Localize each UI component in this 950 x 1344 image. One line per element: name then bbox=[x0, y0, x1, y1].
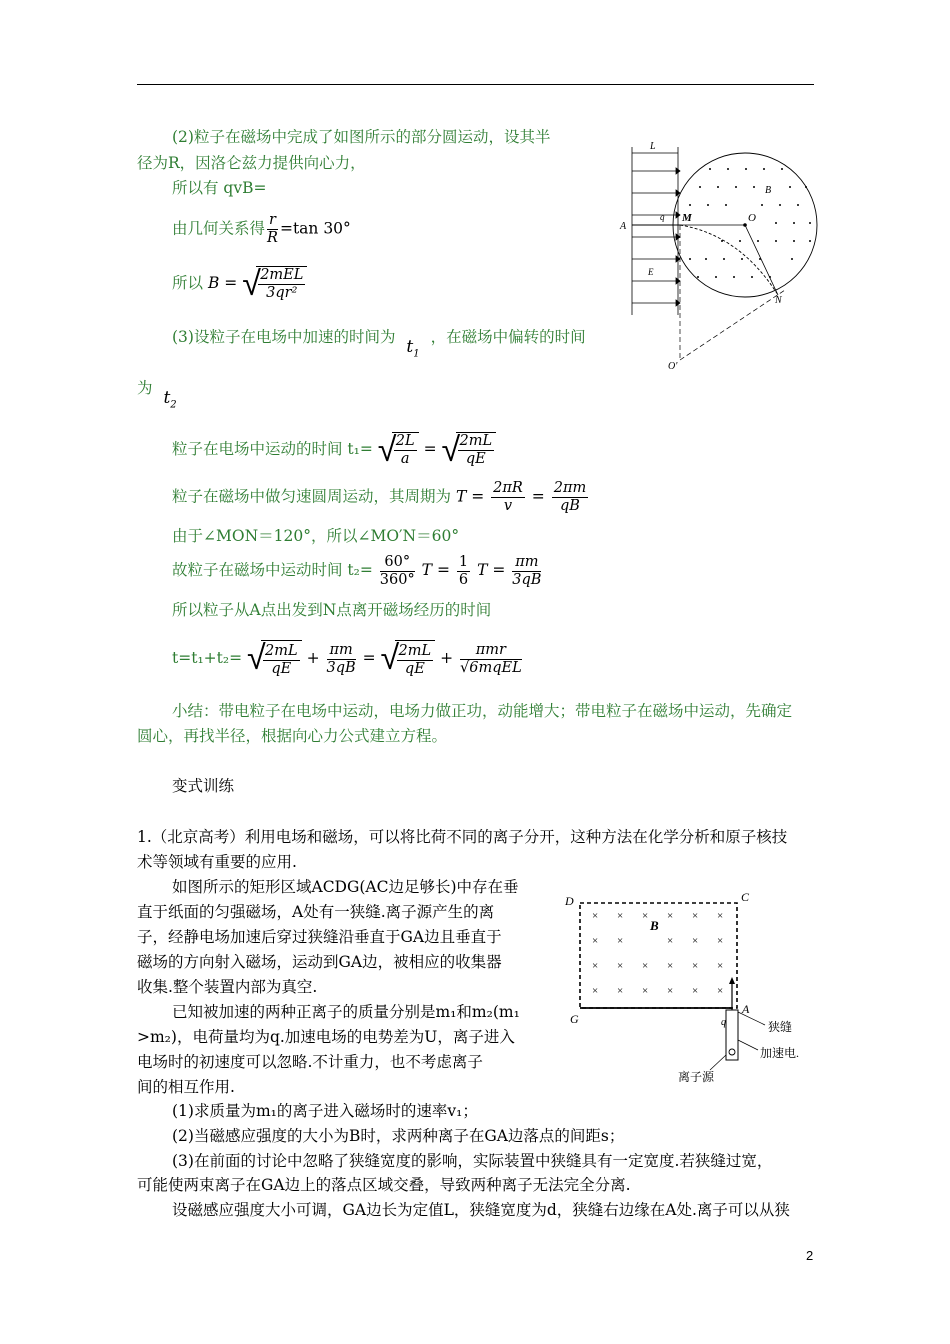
q1-sub2: (2)当磁感应强度的大小为B时，求两种离子在GA边落点的间距s； bbox=[172, 1127, 625, 1145]
svg-text:×: × bbox=[617, 985, 624, 997]
svg-text:×: × bbox=[667, 985, 674, 997]
svg-text:×: × bbox=[642, 910, 649, 922]
figure-rect-field bbox=[560, 885, 820, 1085]
svg-text:×: × bbox=[617, 960, 624, 972]
p2-line3: 所以有 qvB= bbox=[172, 179, 267, 197]
fig1-label-N: N bbox=[775, 295, 782, 306]
svg-text:×: × bbox=[592, 910, 599, 922]
fig2-label-G: G bbox=[570, 1012, 579, 1026]
figure-field-circle bbox=[610, 135, 830, 375]
q1-para1-1: 直于纸面的匀强磁场，A处有一狭缝.离子源产生的离 bbox=[137, 903, 495, 921]
svg-text:×: × bbox=[717, 935, 724, 947]
geo-prefix: 由几何关系得 bbox=[172, 219, 266, 238]
total-text: 所以粒子从A点出发到N点离开磁场经历的时间 bbox=[172, 601, 492, 619]
svg-text:×: × bbox=[717, 910, 724, 922]
so-prefix: 所以 bbox=[172, 274, 204, 292]
summary-line1: 小结：带电粒子在电场中运动，电场力做正功，动能增大；带电粒子在磁场中运动，先确定 bbox=[172, 702, 793, 720]
fig1-label-q: q bbox=[660, 212, 665, 222]
q1-para2-2: 电场时的初速度可以忽略.不计重力，也不考虑离子 bbox=[137, 1053, 483, 1071]
q1-para1-4: 收集.整个装置内部为真空. bbox=[137, 978, 318, 996]
fig2-label-source: 离子源 bbox=[678, 1070, 715, 1084]
header-rule bbox=[137, 84, 814, 85]
svg-text:×: × bbox=[692, 985, 699, 997]
q1-para2-0: 已知被加速的两种正离子的质量分别是m₁和m₂(m₁ bbox=[172, 1003, 520, 1021]
svg-text:×: × bbox=[717, 960, 724, 972]
svg-text:×: × bbox=[617, 910, 624, 922]
q1-sub3a: (3)在前面的讨论中忽略了狭缝宽度的影响，实际装置中狭缝具有一定宽度.若狭缝过宽， bbox=[172, 1152, 773, 1170]
fig1-label-M: M bbox=[682, 212, 692, 224]
fig2-label-slit: 狭缝 bbox=[768, 1020, 793, 1034]
fig2-label-accel: 加速电. bbox=[760, 1046, 800, 1060]
q1-sub1: (1)求质量为m₁的离子进入磁场时的速率v₁； bbox=[172, 1102, 478, 1120]
svg-text:×: × bbox=[667, 935, 674, 947]
fig2-label-B: B bbox=[650, 918, 659, 933]
e-time-eq: 粒子在电场中运动的时间 t₁= √ $\frac{2L}{a}$ = √ $\frac{2mL}{qE}$ bbox=[172, 432, 496, 468]
svg-text:×: × bbox=[717, 985, 724, 997]
period-eq: 粒子在磁场中做匀速圆周运动，其周期为 T = $\frac{2\pi R}{v}$ = $\frac{2\pi m}{qB}$ bbox=[172, 480, 587, 514]
fig2-label-A: A bbox=[742, 1002, 750, 1016]
fig1-label-B: B bbox=[765, 185, 772, 196]
p2-line1: (2)粒子在磁场中完成了如图所示的部分圆运动，设其半 bbox=[172, 128, 551, 146]
angle-text: 由于∠MON＝120°，所以∠MO′N＝60° bbox=[172, 527, 460, 545]
svg-text:×: × bbox=[592, 935, 599, 947]
fig2-label-q: q bbox=[721, 1017, 726, 1028]
page-number: 2 bbox=[806, 1248, 814, 1263]
svg-text:×: × bbox=[692, 910, 699, 922]
t2-eq: 故粒子在磁场中运动时间 t₂= $\frac{60^\circ}{360^\circ}$ T = $\frac{1}{6}$ T = $\frac{\pi m}{3qB}$ bbox=[172, 553, 542, 588]
q1-para1-3: 磁场的方向射入磁场，运动到GA边，被相应的收集器 bbox=[137, 953, 502, 971]
svg-text:×: × bbox=[692, 960, 699, 972]
p3-line2: 为 $t_2$ bbox=[137, 379, 177, 411]
q1-sub3c: 设磁感应强度大小可调，GA边长为定值L，狭缝宽度为d，狭缝右边缘在A处.离子可以从狭 bbox=[172, 1201, 790, 1219]
svg-text:×: × bbox=[617, 935, 624, 947]
fig2-label-D: D bbox=[565, 894, 574, 908]
svg-text:×: × bbox=[592, 960, 599, 972]
svg-text:×: × bbox=[667, 960, 674, 972]
geo-eq: =tan 30° bbox=[279, 219, 351, 238]
p2-line2: 径为R，因洛仑兹力提供向心力， bbox=[137, 154, 366, 172]
fig1-label-A: A bbox=[620, 221, 627, 232]
fig1-label-O: O bbox=[748, 212, 756, 224]
geo-relation: 由几何关系得 $\frac{r}{R}$ =tan 30° bbox=[172, 212, 351, 246]
svg-text:×: × bbox=[642, 985, 649, 997]
q1-para2-3: 间的相互作用. bbox=[137, 1078, 235, 1096]
svg-text:×: × bbox=[692, 935, 699, 947]
p3-line1: (3)设粒子在电场中加速的时间为 $t_1$ ，在磁场中偏转的时间 bbox=[172, 328, 586, 360]
svg-text:×: × bbox=[667, 910, 674, 922]
q1-sub3b: 可能使两束离子在GA边上的落点区域交叠，导致两种离子无法完全分离. bbox=[137, 1176, 631, 1194]
total-eq: t=t₁+t₂= √ $\frac{2mL}{qE}$ + $\frac{\pi m}{3qB}$ = √ $\frac{2mL}{qE}$ + $\frac{\text{πmr}}{\text{√6mqEL}}$ bbox=[172, 638, 522, 679]
q1-para1-0: 如图所示的矩形区域ACDG(AC边足够长)中存在垂 bbox=[172, 878, 519, 896]
section-title: 变式训练 bbox=[172, 777, 235, 795]
q1-line1: 1.（北京高考）利用电场和磁场，可以将比荷不同的离子分开，这种方法在化学分析和原子核技 bbox=[137, 828, 788, 846]
summary-line2: 圆心，再找半径，根据向心力公式建立方程。 bbox=[137, 727, 448, 745]
fig1-label-L: L bbox=[650, 141, 656, 152]
svg-text:×: × bbox=[642, 960, 649, 972]
fig1-label-E: E bbox=[648, 267, 654, 277]
b-eq: B = bbox=[207, 274, 238, 292]
b-result: 所以 B = √ $\frac{\text{2mEL}}{\text{3qr²}}$ bbox=[172, 266, 307, 302]
svg-text:×: × bbox=[592, 985, 599, 997]
fig2-label-C: C bbox=[741, 890, 750, 904]
fig1-label-Oprime: O' bbox=[668, 361, 678, 372]
q1-para1-2: 子，经静电场加速后穿过狭缝沿垂直于GA边且垂直于 bbox=[137, 928, 502, 946]
q1-para2-1: >m₂)，电荷量均为q.加速电场的电势差为U，离子进入 bbox=[137, 1028, 515, 1046]
q1-line2: 术等领域有重要的应用. bbox=[137, 853, 297, 871]
